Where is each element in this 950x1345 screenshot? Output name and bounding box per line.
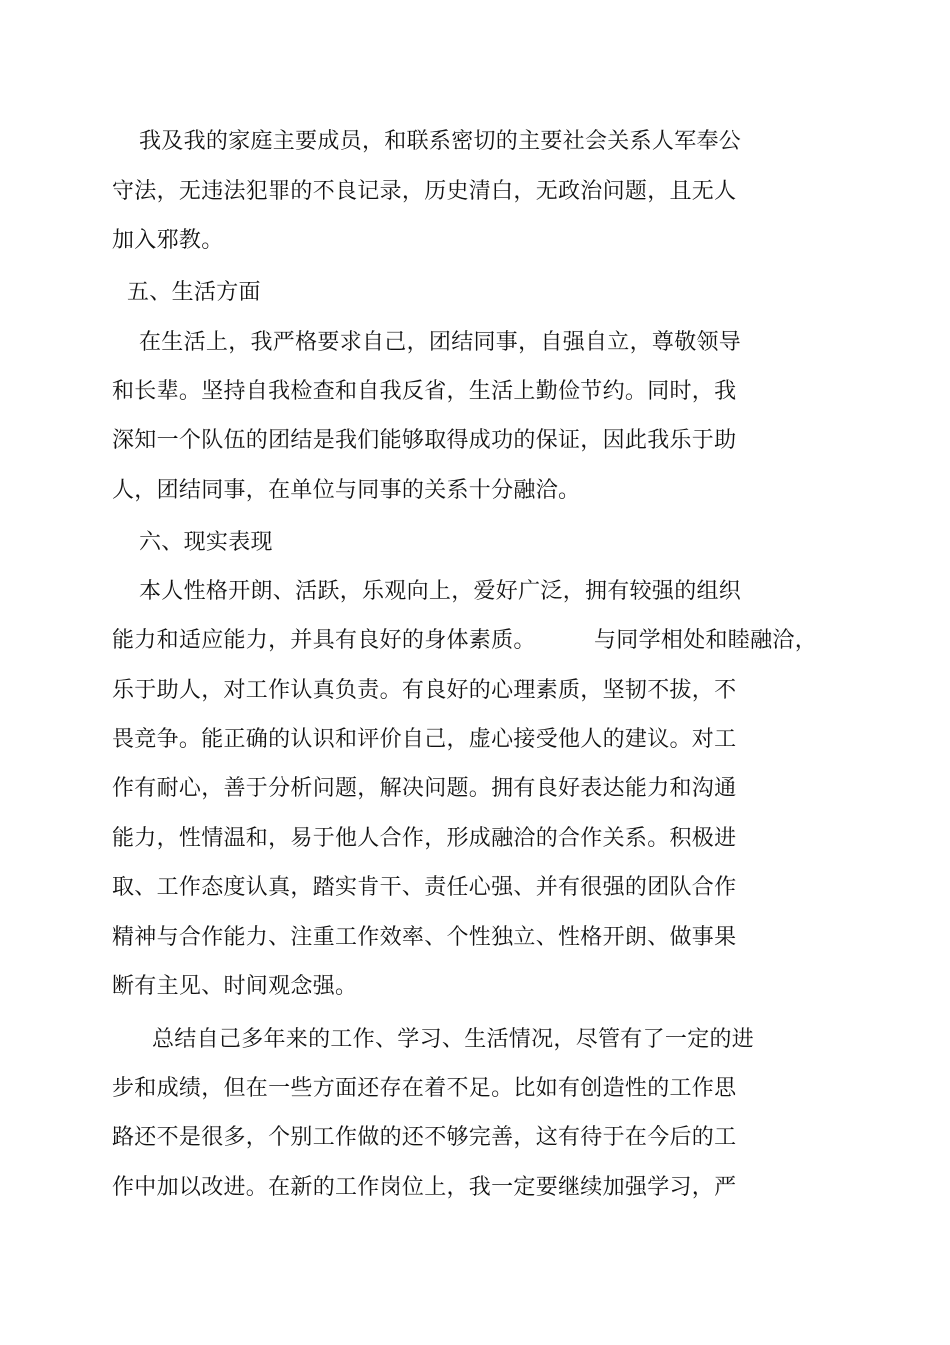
text-line: 守法，无违法犯罪的不良记录，历史清白，无政治问题，且无人 [112,179,737,204]
text-line: 本人性格开朗、活跃，乐观向上，爱好广泛，拥有较强的组织 [139,579,742,604]
text-line: 路还不是很多，个别工作做的还不够完善，这有待于在今后的工 [112,1125,737,1150]
section-heading: 六、现实表现 [139,530,273,555]
text-line: 人，团结同事，在单位与同事的关系十分融洽。 [112,478,581,503]
text-line: 作中加以改进。在新的工作岗位上，我一定要继续加强学习，严 [112,1175,737,1200]
text-line: 乐于助人，对工作认真负责。有良好的心理素质，坚韧不拔，不 [112,678,737,703]
text-line: 步和成绩，但在一些方面还存在着不足。比如有创造性的工作思 [112,1076,737,1101]
text-line: 我及我的家庭主要成员，和联系密切的主要社会关系人军奉公 [139,129,742,154]
text-line: 能力和适应能力，并具有良好的身体素质。 [112,628,536,653]
text-line: 断有主见、时间观念强。 [112,974,358,999]
text-line: 能力，性情温和，易于他人合作，形成融洽的合作关系。积极进 [112,826,737,851]
text-line: 精神与合作能力、注重工作效率、个性独立、性格开朗、做事果 [112,925,737,950]
text-line: 畏竞争。能正确的认识和评价自己，虚心接受他人的建议。对工 [112,727,737,752]
text-line: 取、工作态度认真，踏实肯干、责任心强、并有很强的团队合作 [112,875,737,900]
text-line: 与同学相处和睦融洽， [594,628,818,653]
text-line: 加入邪教。 [112,228,224,253]
text-line: 在生活上，我严格要求自己，团结同事，自强自立，尊敬领导 [139,330,742,355]
text-line: 总结自己多年来的工作、学习、生活情况，尽管有了一定的进 [152,1027,755,1052]
section-heading: 五、生活方面 [127,280,261,305]
text-line: 和长辈。坚持自我检查和自我反省，生活上勤俭节约。同时，我 [112,379,737,404]
text-line: 深知一个队伍的团结是我们能够取得成功的保证，因此我乐于助 [112,428,737,453]
text-line: 作有耐心，善于分析问题，解决问题。拥有良好表达能力和沟通 [112,776,737,801]
